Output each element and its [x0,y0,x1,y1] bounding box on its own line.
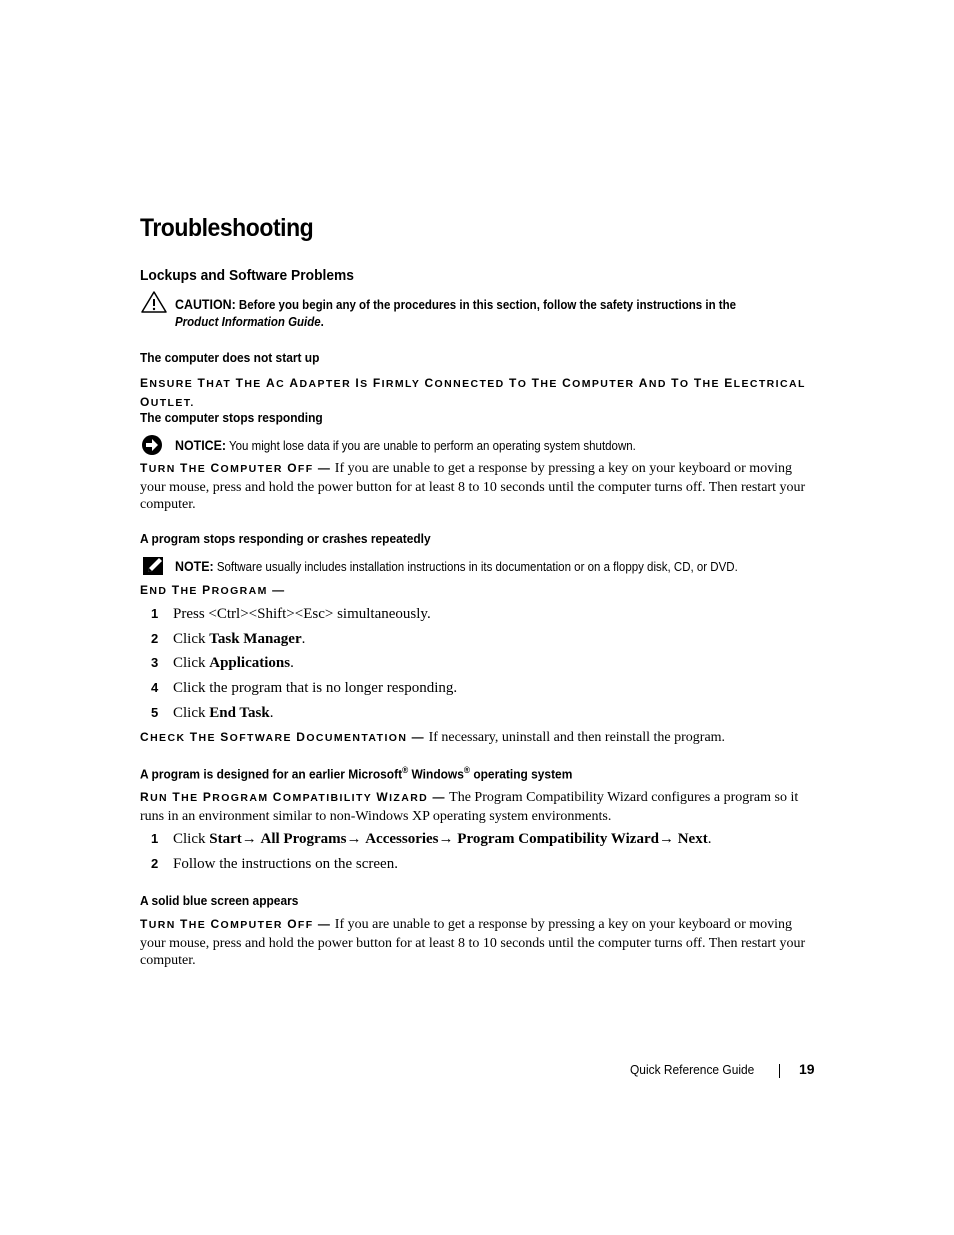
runin-label: END THE PROGRAM — [140,583,286,597]
runin-label: TURN THE COMPUTER OFF — [140,461,332,475]
step-text-lead: Click [173,831,210,847]
step-number: 1 [151,606,159,621]
caution-label: CAUTION: [175,297,236,312]
note-label: NOTE: [175,559,214,574]
step-text [173,829,711,849]
page-title: Troubleshooting [140,214,314,242]
heading-text: Windows [408,766,464,782]
paragraph-body: If necessary, uninstall and then reinstall the program. [428,730,726,745]
menu-path-all-programs: All Programs [260,831,347,847]
step-punct: . [301,630,306,647]
paragraph-turn-off-1 [140,460,816,514]
step-number: 2 [151,855,159,871]
heading-stops-responding: The computer stops responding [140,410,323,425]
step-text: Click [173,704,210,721]
path-arrow: → [658,831,678,847]
heading-program-crashes: A program stops responding or crashes repeatedly [140,531,431,546]
step-punct: . [707,831,712,847]
menu-path-next: Next [677,831,708,847]
path-arrow: → [438,831,458,847]
step-text: Click [173,630,210,647]
heading-not-start: The computer does not start up [140,350,320,365]
page-number: 19 [799,1061,815,1077]
caution-text [175,296,736,331]
notice-arrow-icon [140,433,168,457]
runin-label: ENSURE THAT THE AC ADAPTER IS FIRMLY CONNECTED TO THE COMPUTER AND TO THE ELECTRICAL OUTLET. [140,376,806,409]
caution-ref: Product Information Guide [175,315,321,329]
path-arrow: → [346,831,366,847]
step-punct: . [269,704,274,721]
note-body: Software usually includes installation instructions in its documentation or on a floppy disk, CD, or DVD. [216,560,738,574]
menu-path-wizard: Program Compatibility Wizard [457,831,659,847]
step-number: 2 [151,630,159,646]
step-ui-term: Task Manager [209,630,302,647]
step-number: 5 [151,704,159,720]
menu-path-start: Start [209,831,242,847]
step-ui-term: Applications [209,655,291,672]
runin-label: TURN THE COMPUTER OFF — [140,917,332,931]
footer-divider [779,1064,780,1078]
notice-text [175,437,636,455]
menu-path-accessories: Accessories [365,831,439,847]
paragraph-check-docs [140,729,816,748]
runin-not-start [140,375,816,412]
paragraph-body: If you are unable to get a response by pressing a key on your keyboard or moving your mouse, press and hold the power button for at least 8 to 10 seconds until the computer turns off. Then restart your computer. [140,461,806,512]
step-text: Click the program that is no longer responding. [173,680,458,697]
heading-text: operating system [469,766,573,782]
step-text: Follow the instructions on the screen. [173,855,398,872]
runin-end-program [140,582,816,601]
paragraph-compat-wizard [140,789,816,825]
caution-body: Before you begin any of the procedures in this section, follow the safety instructions in the [238,298,737,312]
notice-label: NOTICE: [175,438,227,453]
path-arrow: → [241,831,261,847]
step-number: 1 [151,831,159,846]
step-punct: . [290,655,294,672]
registered-mark: ® [463,765,470,775]
step-number: 3 [151,655,159,671]
heading-text: A program is designed for an earlier Microsoft [140,766,403,782]
registered-mark: ® [402,765,409,775]
section-title: Lockups and Software Problems [140,267,354,284]
footer-guide-label: Quick Reference Guide [630,1062,755,1077]
step-text: Click [173,655,210,672]
caution-end: . [320,315,324,329]
paragraph-turn-off-2 [140,916,816,970]
paragraph-body: The Program Compatibility Wizard configures a program so it runs in an environment similar to non-Windows XP operating system environments. [140,790,799,824]
caution-triangle-icon [140,290,168,314]
note-text [175,558,738,576]
note-pencil-icon [140,554,168,578]
step-ui-term: End Task [209,704,270,721]
heading-earlier-windows [140,765,572,781]
runin-label: RUN THE PROGRAM COMPATIBILITY WIZARD — [140,790,446,804]
paragraph-body: If you are unable to get a response by pressing a key on your keyboard or moving your mouse, press and hold the power button for at least 8 to 10 seconds until the computer turns off. Then restart your computer. [140,917,806,968]
step-number: 4 [151,680,159,696]
notice-body: You might lose data if you are unable to perform an operating system shutdown. [229,439,636,453]
heading-blue-screen: A solid blue screen appears [140,893,299,908]
step-text: Press <Ctrl><Shift><Esc> simultaneously. [173,606,431,622]
runin-label: CHECK THE SOFTWARE DOCUMENTATION — [140,730,426,744]
